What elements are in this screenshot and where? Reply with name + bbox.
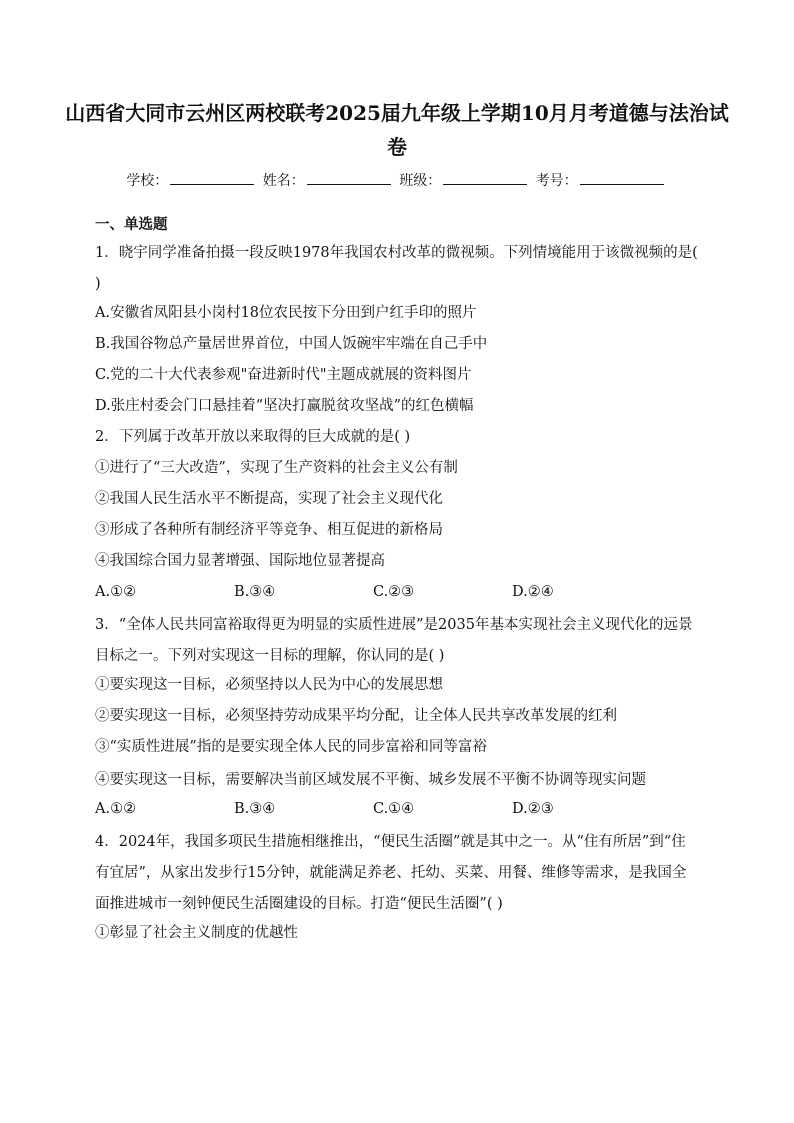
question-1-stem: 1．晓宇同学准备拍摄一段反映1978年我国农村改革的微视频。下列情境能用于该微视频的是( )	[95, 245, 698, 292]
question-3-option-b[interactable]: B.③④	[234, 801, 276, 817]
question-1-option-a[interactable]: A.安徽省凤阳县小岗村18位农民按下分田到户红手印的照片	[95, 305, 477, 321]
school-label: 学校：	[126, 173, 169, 189]
question-2-statement-1: ①进行了“三大改造”，实现了生产资料的社会主义公有制	[95, 460, 458, 476]
question-2-statement-3: ③形成了各种所有制经济平等竞争、相互促进的新格局	[95, 522, 443, 538]
name-blank[interactable]	[307, 170, 391, 185]
question-1-option-c[interactable]: C.党的二十大代表参观"奋进新时代"主题成就展的资料图片	[95, 367, 472, 383]
question-4-statement-1: ①彰显了社会主义制度的优越性	[95, 925, 298, 941]
question-2-statement-2: ②我国人民生活水平不断提高，实现了社会主义现代化	[95, 491, 443, 507]
class-label: 班级：	[399, 173, 442, 189]
number-label: 考号：	[535, 173, 578, 189]
name-label: 姓名：	[262, 173, 305, 189]
question-3-statement-4: ④要实现这一目标，需要解决当前区域发展不平衡、城乡发展不平衡不协调等现实问题	[95, 772, 646, 788]
question-3-statement-3: ③“实质性进展”指的是要实现全体人民的同步富裕和同等富裕	[95, 739, 487, 755]
page-title: 山西省大同市云州区两校联考2025届九年级上学期10月月考道德与法治试卷	[65, 101, 729, 159]
question-2-options	[95, 579, 700, 610]
question-2-statement-4: ④我国综合国力显著增强、国际地位显著提高	[95, 553, 385, 569]
question-4-stem: 4．2024年，我国多项民生措施相继推出，“便民生活圈”就是其中之一。从“住有所居”到“住有宜居”，从家出发步行15分钟，就能满足养老、托幼、买菜、用餐、维修等需求，是我国全面推进城市一刻钟便民生活圈建设的目标。打造“便民生活圈”( )	[95, 834, 687, 912]
question-3-option-d[interactable]: D.②③	[512, 801, 554, 817]
question-3-option-c[interactable]: C.①④	[373, 801, 415, 817]
question-3-stem: 3．“全体人民共同富裕取得更为明显的实质性进展”是2035年基本实现社会主义现代化的远景目标之一。下列对实现这一目标的理解，你认同的是( )	[95, 617, 693, 664]
question-2-option-b[interactable]: B.③④	[234, 584, 276, 600]
question-2-stem: 2．下列属于改革开放以来取得的巨大成就的是( )	[95, 429, 411, 445]
question-3-statement-2: ②要实现这一目标，必须坚持劳动成果平均分配，让全体人民共享改革发展的红利	[95, 708, 617, 724]
section-heading: 一、单选题	[95, 216, 168, 233]
question-1-option-b[interactable]: B.我国谷物总产量居世界首位，中国人饭碗牢牢端在自己手中	[95, 336, 488, 352]
question-2-option-c[interactable]: C.②③	[373, 584, 415, 600]
question-1-option-d[interactable]: D.张庄村委会门口悬挂着“坚决打赢脱贫攻坚战”的红色横幅	[95, 398, 474, 414]
question-3-statement-1: ①要实现这一目标，必须坚持以人民为中心的发展思想	[95, 677, 443, 693]
questions	[95, 212, 700, 951]
question-2-option-a[interactable]: A.①②	[95, 584, 137, 600]
question-3-options	[95, 796, 700, 827]
question-3-option-a[interactable]: A.①②	[95, 801, 137, 817]
class-blank[interactable]	[443, 170, 527, 185]
question-2-option-d[interactable]: D.②④	[512, 584, 554, 600]
number-blank[interactable]	[580, 170, 664, 185]
school-blank[interactable]	[170, 170, 254, 185]
student-info-row	[0, 170, 794, 191]
